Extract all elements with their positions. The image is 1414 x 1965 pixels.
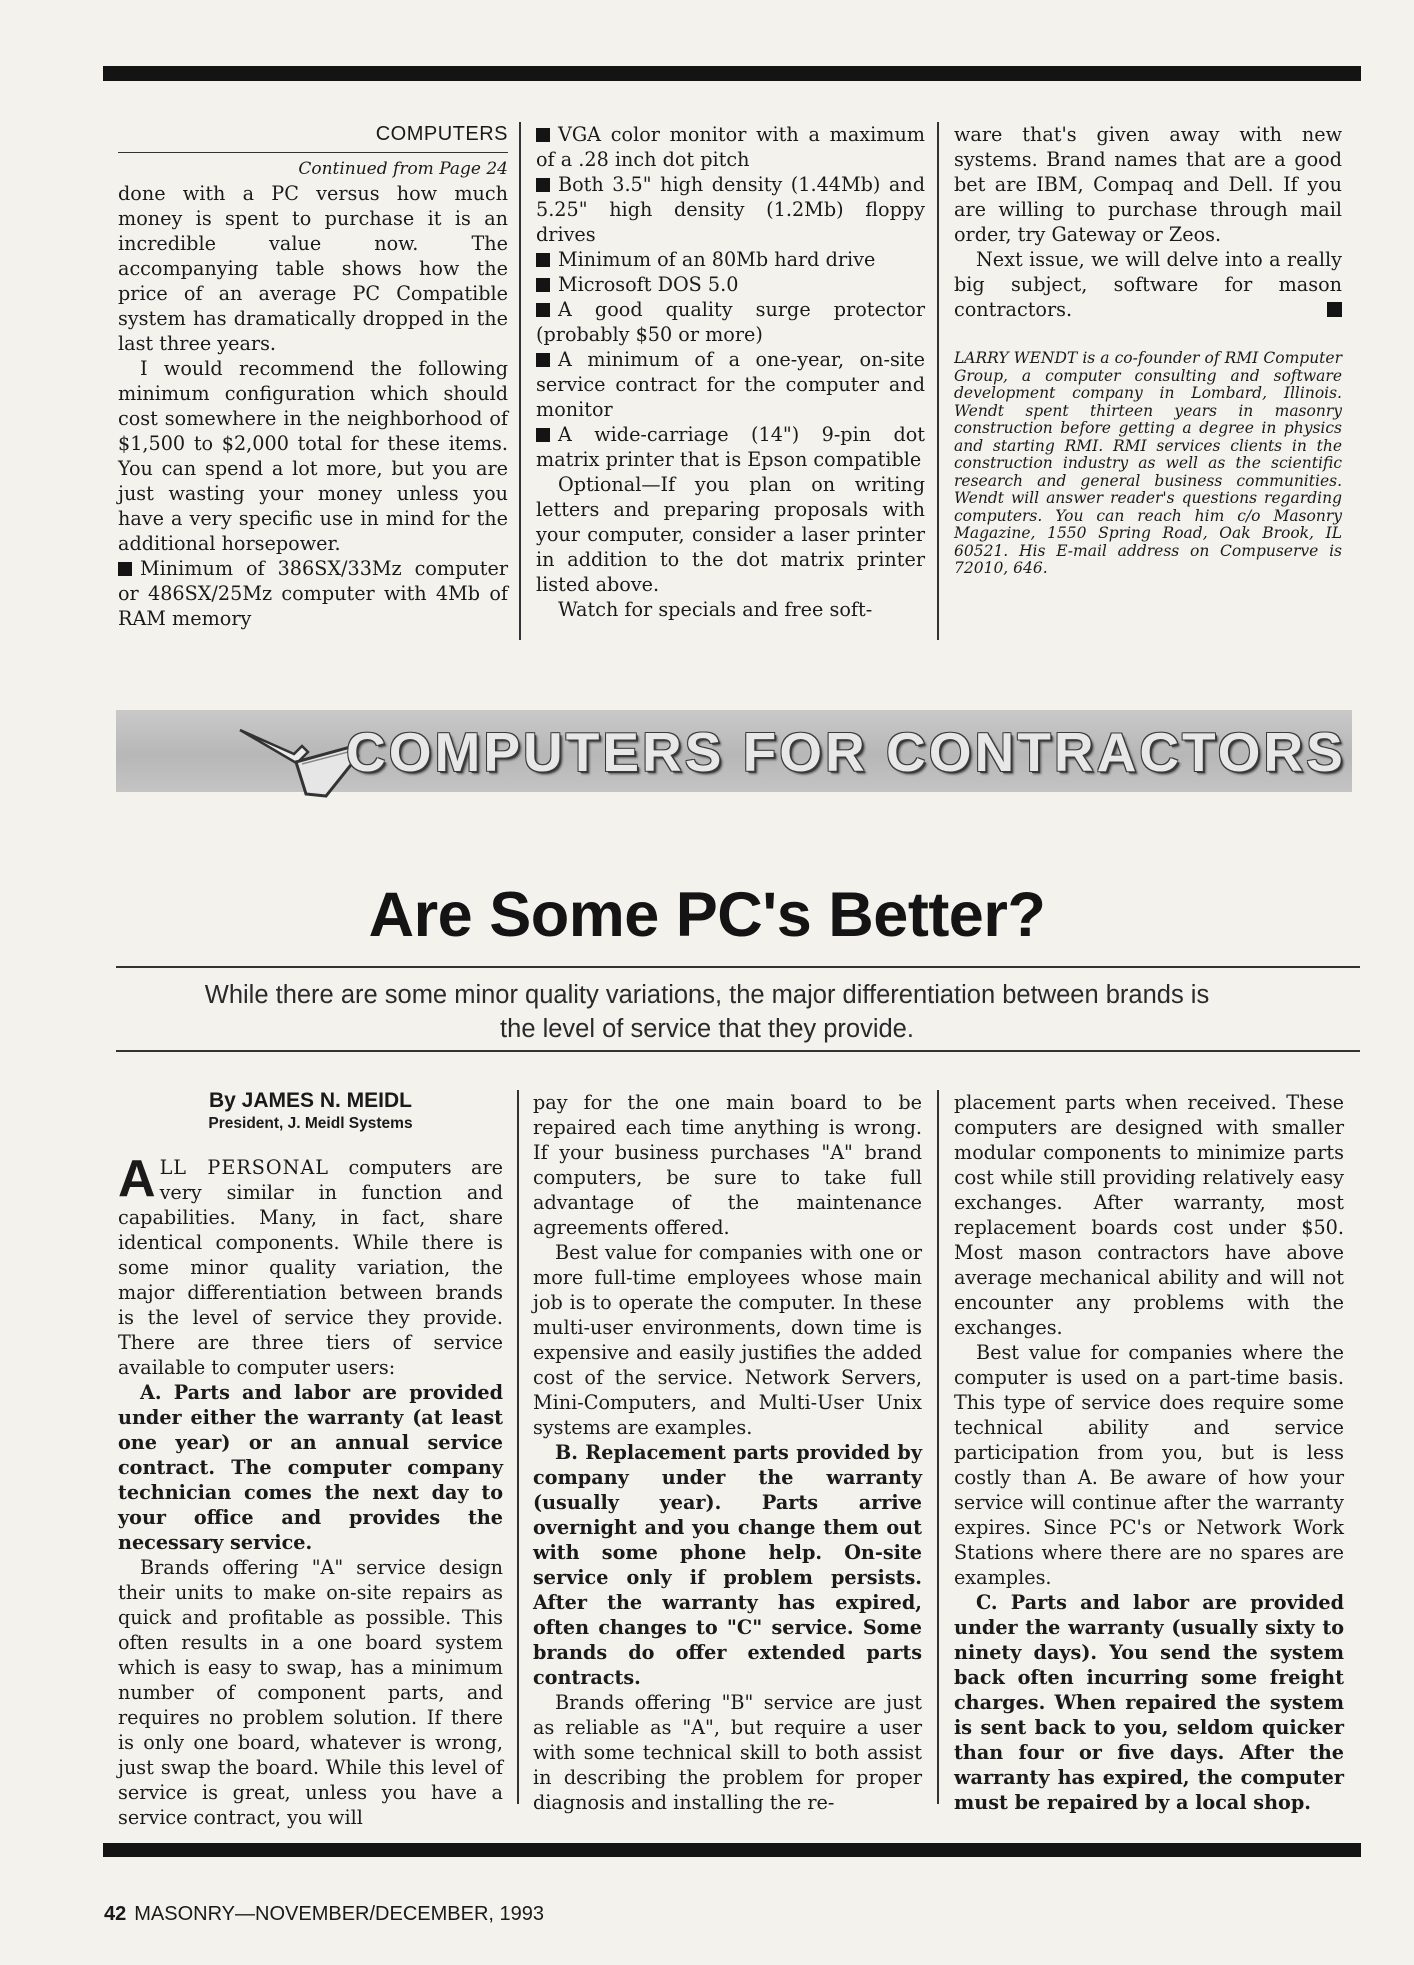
paragraph: placement parts when received. These computers are designed with smaller modular components to minimize parts cost while still providing relatively easy exchanges. After warranty, most replacement boards cost under $50. Most mason contractors have above average mechanical ability and will not encounter any problems with the exchanges. — [954, 1091, 1344, 1339]
column-divider — [937, 1090, 939, 1804]
bullet-item: Both 3.5" high density (1.44Mb) and 5.25" high density (1.2Mb) floppy drives — [536, 173, 925, 246]
bullet-item: A good quality surge protector (probably $50 or more) — [536, 298, 925, 346]
author-title: President, J. Meidl Systems — [208, 1115, 413, 1132]
paragraph: done with a PC versus how much money is spent to purchase it is an incredible value now. The accompanying table shows how the price of an average PC Compatible system has dramatically dropped in the last three years. — [118, 182, 508, 355]
square-bullet-icon — [536, 278, 550, 292]
byline — [118, 1088, 503, 1133]
page-footer — [104, 1903, 544, 1926]
bullet-item: A wide-carriage (14") 9-pin dot matrix printer that is Epson compatible — [536, 423, 925, 471]
paragraph: Brands offering "A" service design their units to make on-site repairs as quick and profitable as possible. This often results in a one board system which is easy to swap, has a minimum number of component parts, and requires no problem solution. If there is only one board, whatever is wrong, just swap the board. While this level of service is great, unless you have a service contract, you will — [118, 1556, 503, 1829]
drop-cap: A — [118, 1150, 156, 1208]
article-column-1 — [118, 1088, 503, 1830]
footer-text: MASONRY—NOVEMBER/DECEMBER, 1993 — [134, 1903, 544, 1925]
square-bullet-icon — [118, 562, 132, 576]
author-bio: LARRY WENDT is a co-founder of RMI Computer Group, a computer consulting and software development company in Lombard, Illinois. Wendt spent thirteen years in masonry construction before getting a degree in physics and starting RMI. RMI services clients in the construction industry as well as the scientific research and general business communities. Wendt will answer reader's questions regarding computers. You can reach him c/o Masonry Magazine, 1550 Spring Road, Oak Brook, IL 60521. His E-mail address on Compuserve is 72010, 646. — [954, 349, 1342, 577]
bullet-item: Minimum of 386SX/33Mz computer or 486SX/25Mz computer with 4Mb of RAM memory — [118, 557, 508, 630]
paragraph: ware that's given away with new systems. Brand names that are a good bet are IBM, Compaq and Dell. If you are willing to purchase through mail order, try Gateway or Zeos. — [954, 123, 1342, 246]
article-column-2 — [533, 1090, 922, 1815]
square-bullet-icon — [536, 353, 550, 367]
paragraph: I would recommend the following minimum configuration which should cost somewhere in the neighborhood of $1,500 to $2,000 total for these items. You can spend a lot more, but you are just wasting your money unless you have a very specific use in mind for the additional horsepower. — [118, 357, 508, 555]
author-name: By JAMES N. MEIDL — [208, 1089, 413, 1112]
column-divider — [517, 1090, 519, 1804]
tier-b: B. Replacement parts provided by company under the warranty (usually year). Parts arrive overnight and you change them out with some phone help. On-site service only if problem persists. After the warranty has expired, often changes to "C" service. Some brands do offer extended parts contracts. — [533, 1441, 922, 1689]
bullet-item: Microsoft DOS 5.0 — [536, 272, 925, 297]
top-rule — [103, 66, 1361, 81]
paragraph: Next issue, we will delve into a really big subject, software for mason contractors. — [954, 248, 1342, 321]
square-bullet-icon — [536, 178, 550, 192]
bullet-item: Minimum of an 80Mb hard drive — [536, 247, 925, 272]
square-bullet-icon — [536, 428, 550, 442]
paragraph: Watch for specials and free soft- — [558, 598, 873, 621]
article-column-3 — [954, 1090, 1344, 1815]
lead-paragraph: ALL PERSONAL computers are very similar in function and capabilities. Many, in fact, share identical components. While there is some minor quality variation, the major differentiation between brands is the level of service they provide. There are three tiers of service available to computer users: — [118, 1150, 503, 1379]
tier-a: A. Parts and labor are provided under either the warranty (at least one year) or an annual service contract. The computer company technician comes the next day to your office and provides the necessary service. — [118, 1381, 503, 1554]
paragraph: Best value for companies with one or more full-time employees whose main job is to operate the computer. In these multi-user environments, down time is expensive and easily justifies the added cost of the service. Network Servers, Mini-Computers, and Multi-User Unix systems are examples. — [533, 1241, 922, 1439]
paragraph: pay for the one main board to be repaired each time anything is wrong. If your business purchases "A" brand computers, be sure to take full advantage of the maintenance agreements offered. — [533, 1091, 922, 1239]
section-rule — [118, 152, 508, 153]
end-mark-icon — [1327, 302, 1342, 317]
page-number: 42 — [104, 1903, 127, 1925]
deck-rule — [116, 1050, 1360, 1052]
banner-title: COMPUTERS FOR CONTRACTORS — [346, 721, 1346, 783]
paragraph: Optional—If you plan on writing letters and preparing proposals with your computer, consider a laser printer in addition to the dot matrix printer listed above. — [536, 473, 925, 596]
bullet-item: VGA color monitor with a maximum of a .28 inch dot pitch — [536, 123, 925, 171]
headline: Are Some PC's Better? — [368, 880, 1046, 950]
continued-note: Continued from Page 24 — [298, 159, 508, 179]
tier-c: C. Parts and labor are provided under the warranty (usually sixty to ninety days). You send the system back often incurring some freight charges. When repaired the system is sent back to you, seldom quicker than four or five days. After the warranty has expired, the computer must be repaired by a local shop. — [954, 1591, 1344, 1814]
column-divider — [937, 122, 939, 640]
square-bullet-icon — [536, 128, 550, 142]
top-column-1 — [118, 122, 508, 631]
top-column-3 — [954, 122, 1342, 578]
bullet-item: A minimum of a one-year, on-site service contract for the computer and monitor — [536, 348, 925, 421]
section-label: COMPUTERS — [375, 123, 508, 145]
square-bullet-icon — [536, 253, 550, 267]
deck: While there are some minor quality variations, the major differentiation between brands is the level of service that they provide. — [204, 981, 1210, 1043]
paragraph: Brands offering "B" service are just as reliable as "A", but require a user with some technical skill to both assist in describing the problem for proper diagnosis and installing the re- — [533, 1691, 922, 1814]
paragraph: Best value for companies where the computer is used on a part-time basis. This type of service does require some technical ability and service participation from you, but is less costly than A. Be aware of how your service will continue after the warranty expires. Since PC's or Network Work Stations where there are no spares are examples. — [954, 1341, 1344, 1589]
column-divider — [519, 122, 521, 640]
bottom-rule — [103, 1843, 1361, 1857]
headline-rule — [116, 966, 1360, 968]
square-bullet-icon — [536, 303, 550, 317]
top-column-2 — [536, 122, 925, 622]
